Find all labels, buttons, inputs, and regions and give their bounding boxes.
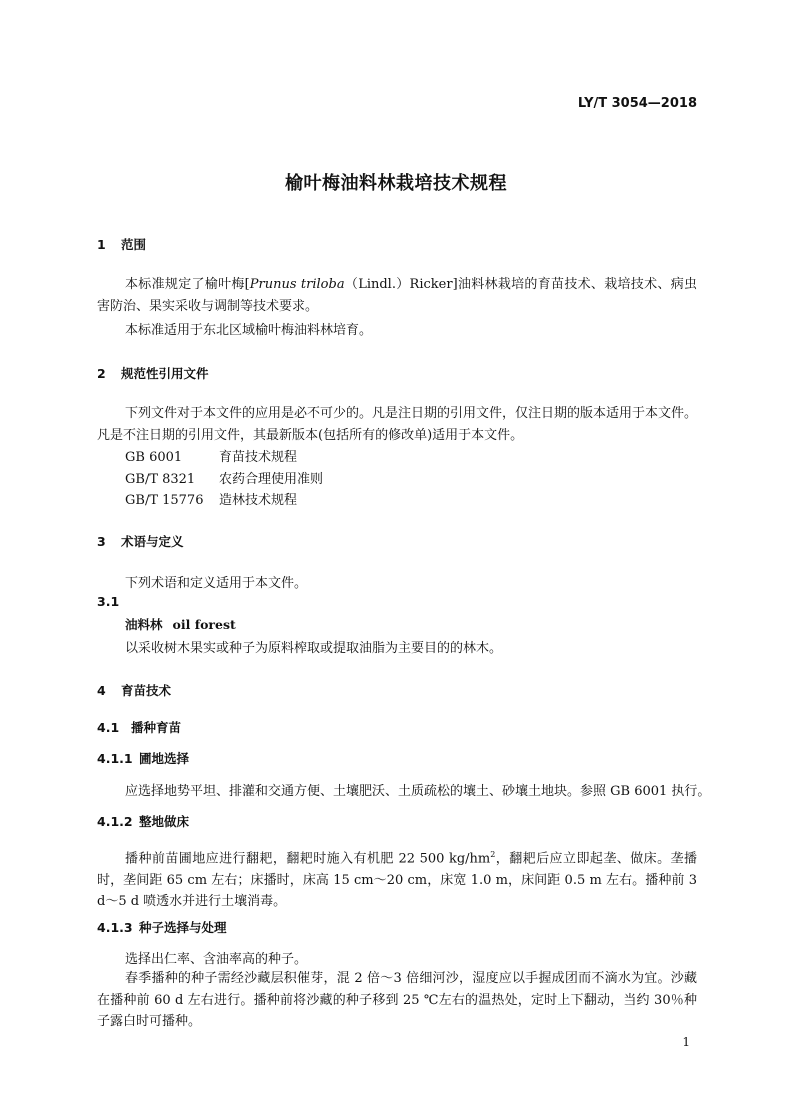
standard-code: LY/T 3054—2018 [577,96,697,111]
section-number: 4.1.3 [97,920,133,935]
paragraph-scope-2: 本标准适用于东北区域榆叶梅油料林培育。 [125,323,373,338]
section-title: 种子选择与处理 [139,920,227,935]
paragraph-soil-prep: 播种前苗圃地应进行翻耙，翻耙时施入有机肥 22 500 $kg/hm^2$，翻耙后应立即起垄、做床。垄播时，垄间距 65 cm 左右；床播时，床高 15 cm～20 cm，床宽 1.0 m，床间距 0.5 m 左右。播种前 3 d～5 d 喷透水并进行土壤消毒。 [97,850,697,910]
reference-title: 育苗技术规程 [219,450,298,465]
section-title: 圃地选择 [139,751,190,766]
section-title: 术语与定义 [121,534,184,549]
reference-code: GB 6001 [125,450,183,465]
latin-name: Prunus triloba [249,277,345,292]
section-title: 育苗技术 [121,683,172,698]
section-title: 范围 [121,237,147,252]
term-entry [125,615,236,633]
subsection-heading-4-1 [97,718,181,736]
section-title: 规范性引用文件 [121,366,209,381]
term-definition: 以采收树木果实或种子为原料榨取或提取油脂为主要目的的林木。 [125,641,503,656]
section-heading-2 [97,364,209,382]
subsection-heading-4-1-3 [97,918,227,936]
section-number: 4 [97,683,106,698]
section-heading-4 [97,681,171,699]
paragraph-refs: 下列文件对于本文件的应用是必不可少的。凡是注日期的引用文件，仅注日期的版本适用于本文件。凡是不注日期的引用文件，其最新版本(包括所有的修改单)适用于本文件。 [97,406,698,443]
subsection-heading-4-1-2 [97,812,189,830]
reference-code: GB/T 8321 [125,472,196,487]
reference-code: GB/T 15776 [125,493,204,508]
reference-item [125,468,323,487]
paragraph-seed-selection: 选择出仁率、含油率高的种子。 [125,952,308,967]
section-title: 播种育苗 [131,720,182,735]
section-heading-3 [97,532,184,550]
paragraph-site-selection: 应选择地势平坦、排灌和交通方便、土壤肥沃、土质疏松的壤土、砂壤土地块。参照 GB 6001 执行。 [125,784,711,799]
reference-title: 农药合理使用准则 [219,472,324,487]
reference-title: 造林技术规程 [219,493,298,508]
paragraph-seed-treatment: 春季播种的种子需经沙藏层积催芽，混 2 倍～3 倍细河沙，湿度应以手握成团而不滴水为宜。沙藏在播种前 60 d 左右进行。播种前将沙藏的种子移到 25 ℃左右的温热处，定时上下翻动，当约 30％种子露白时可播种。 [97,971,697,1029]
subsection-heading-4-1-1 [97,749,189,767]
term-chinese: 油料林 [125,617,163,632]
section-number: 4.1 [97,720,120,735]
section-title: 整地做床 [139,814,190,829]
paragraph-scope-1: 本标准规定了榆叶梅[Prunus triloba（Lindl.）Ricker]油料林栽培的育苗技术、栽培技术、病虫害防治、果实采收与调制等技术要求。 [97,277,697,314]
section-number: 2 [97,366,106,381]
page-number: 1 [682,1035,690,1049]
section-number: 4.1.1 [97,751,133,766]
term-english: oil forest [172,617,236,632]
term-number: 3.1 [97,594,120,609]
section-number: 3 [97,534,106,549]
section-heading-1 [97,235,146,253]
document-title: 榆叶梅油料林栽培技术规程 [285,173,507,194]
section-number: 1 [97,237,106,252]
reference-item [125,446,297,465]
section-number: 4.1.2 [97,814,133,829]
paragraph-terms: 下列术语和定义适用于本文件。 [125,576,308,591]
reference-item [125,489,297,508]
